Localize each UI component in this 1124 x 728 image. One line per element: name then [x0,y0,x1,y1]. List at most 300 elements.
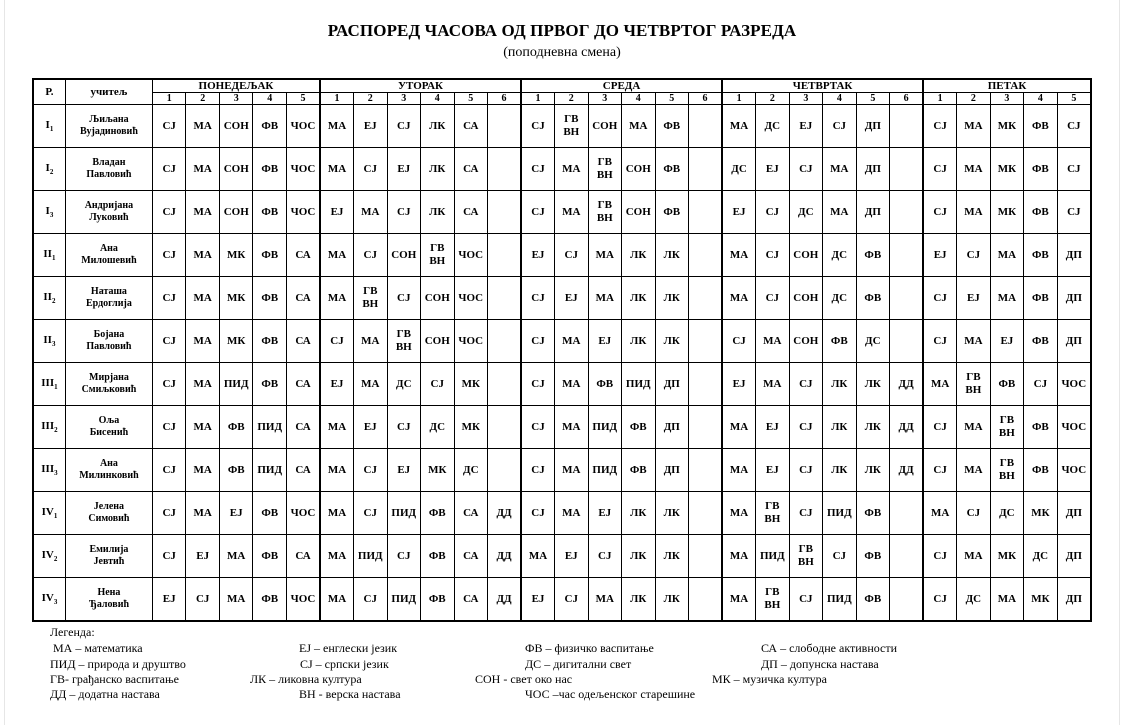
legend-item: ГВ- грађанско васпитање [50,672,179,686]
class-section: 3 [54,469,58,478]
lesson-cell [890,191,924,234]
lesson-cell: ПИД [253,406,287,449]
period-number: 2 [555,93,589,105]
class-cell [33,320,65,363]
lesson-cell: СОН [219,148,253,191]
lesson-cell [890,234,924,277]
lesson-cell: ЧОС [286,578,320,622]
lesson-cell: МА [320,148,354,191]
teacher-last-name: Јевтић [93,556,125,567]
day-header: ЧЕТВРТАК [722,79,923,93]
lesson-cell: ФВ [253,277,287,320]
lesson-cell: ДП [1057,320,1091,363]
lesson-cell: МА [756,320,790,363]
lesson-cell: МА [320,234,354,277]
table-row [33,406,1091,449]
period-number: 5 [454,93,488,105]
table-row [33,449,1091,492]
period-number: 2 [186,93,220,105]
lesson-cell: СЈ [722,320,756,363]
lesson-cell: ГВ ВН [354,277,388,320]
lesson-cell: ПИД [823,492,857,535]
period-number: 5 [286,93,320,105]
legend-item: ЕЈ – енглески језик [299,641,398,655]
lesson-cell: СЈ [152,277,186,320]
lesson-cell: СА [454,578,488,622]
teacher-first-name: Оља [98,415,120,426]
class-roman: II [43,247,52,260]
period-number: 6 [488,93,522,105]
lesson-cell [689,449,723,492]
lesson-cell [488,449,522,492]
class-roman: IV [41,548,54,561]
class-cell [33,363,65,406]
teacher-last-name: Симовић [88,513,130,524]
lesson-cell: ЕЈ [354,105,388,148]
lesson-cell: СЈ [756,277,790,320]
lesson-cell: ЕЈ [756,406,790,449]
lesson-cell: ЕЈ [219,492,253,535]
lesson-cell: СЈ [1024,363,1058,406]
teacher-cell [65,406,152,449]
lesson-cell: ЛК [655,277,689,320]
class-cell [33,406,65,449]
class-cell [33,234,65,277]
lesson-cell: ЛК [823,449,857,492]
lesson-cell [689,363,723,406]
lesson-cell: СЈ [152,148,186,191]
legend-item: ДС – дигитални свет [525,657,632,671]
lesson-cell: СОН [622,148,656,191]
lesson-cell: ЛК [622,492,656,535]
lesson-cell: ДС [421,406,455,449]
teacher-cell [65,148,152,191]
lesson-cell: ДС [823,234,857,277]
lesson-cell: СЈ [923,535,957,578]
period-number: 4 [622,93,656,105]
period-number: 4 [823,93,857,105]
class-column-header: Р. [33,79,65,105]
lesson-cell: ЧОС [1057,406,1091,449]
lesson-cell: ЛК [655,320,689,363]
lesson-cell: МА [990,578,1024,622]
lesson-cell: МА [320,535,354,578]
lesson-cell: МА [555,363,589,406]
lesson-cell: ЧОС [286,148,320,191]
lesson-cell: СОН [789,320,823,363]
lesson-cell: ДС [823,277,857,320]
period-number: 1 [923,93,957,105]
lesson-cell: МА [320,449,354,492]
lesson-cell: СА [286,449,320,492]
legend-item: ДП – допунска настава [761,657,879,671]
lesson-cell: ЛК [655,492,689,535]
lesson-cell [488,406,522,449]
lesson-cell: МА [957,449,991,492]
lesson-cell: ФВ [655,191,689,234]
lesson-cell: ГВ ВН [756,492,790,535]
lesson-cell: ЛК [622,234,656,277]
lesson-cell: ЕЈ [555,277,589,320]
lesson-cell: МК [454,406,488,449]
lesson-cell: ЛК [655,234,689,277]
class-section: 3 [51,340,56,349]
lesson-cell: МА [186,449,220,492]
lesson-cell: МА [186,105,220,148]
lesson-cell: СЈ [354,492,388,535]
lesson-cell: ДД [488,535,522,578]
lesson-cell: СЈ [789,363,823,406]
legend-title: Легенда: [50,625,95,639]
teacher-last-name: Смиљковић [81,384,137,395]
lesson-cell [488,234,522,277]
lesson-cell [689,492,723,535]
lesson-cell: СЈ [923,320,957,363]
lesson-cell: СЈ [923,191,957,234]
lesson-cell: ЛК [856,406,890,449]
lesson-cell: ЕЈ [521,578,555,622]
lesson-cell: СА [454,105,488,148]
legend-item: МК – музичка култура [712,672,827,686]
lesson-cell: ФВ [856,535,890,578]
class-roman: II [43,333,52,346]
lesson-cell: СА [454,191,488,234]
lesson-cell: ЧОС [286,191,320,234]
lesson-cell: СЈ [152,320,186,363]
lesson-cell: СЈ [152,191,186,234]
lesson-cell: ПИД [756,535,790,578]
lesson-cell: ЕЈ [789,105,823,148]
class-section: 2 [53,555,58,564]
lesson-cell: МК [990,105,1024,148]
lesson-cell: ФВ [990,363,1024,406]
class-cell [33,105,65,148]
lesson-cell: МА [957,535,991,578]
lesson-cell [689,578,723,622]
lesson-cell: МА [320,277,354,320]
teacher-first-name: Емилија [89,544,129,555]
class-cell [33,148,65,191]
lesson-cell: ЛК [622,277,656,320]
period-number: 3 [990,93,1024,105]
lesson-cell: МА [320,406,354,449]
lesson-cell: ДП [1057,492,1091,535]
lesson-cell [488,148,522,191]
lesson-cell: ДД [488,492,522,535]
lesson-cell: МА [722,277,756,320]
lesson-cell: МА [923,363,957,406]
class-section: 1 [53,512,58,521]
lesson-cell [890,277,924,320]
lesson-cell [689,277,723,320]
period-number: 5 [655,93,689,105]
legend-item: ДД – додатна настава [50,687,160,701]
teacher-last-name: Павловић [86,169,132,180]
day-header: УТОРАК [320,79,521,93]
lesson-cell: ФВ [1024,406,1058,449]
lesson-cell: СЈ [957,492,991,535]
lesson-cell: СЈ [923,578,957,622]
lesson-cell: ФВ [253,320,287,363]
lesson-cell: ЛК [421,148,455,191]
lesson-cell: МА [354,191,388,234]
lesson-cell: СЈ [152,449,186,492]
lesson-cell: МК [219,234,253,277]
class-cell [33,449,65,492]
lesson-cell: ЛК [655,535,689,578]
lesson-cell: ЕЈ [152,578,186,622]
lesson-cell: СЈ [555,578,589,622]
lesson-cell: СОН [421,277,455,320]
lesson-cell: СЈ [756,191,790,234]
class-roman: IV [41,591,54,604]
table-row [33,535,1091,578]
lesson-cell [488,363,522,406]
class-section: 2 [49,168,54,177]
legend-item: СА – слободне активности [761,641,898,655]
class-roman: I [45,161,50,174]
lesson-cell: СЈ [789,148,823,191]
teacher-cell [65,578,152,622]
lesson-cell: СЈ [186,578,220,622]
lesson-cell: ДП [856,105,890,148]
legend-item: СОН - свет око нас [475,672,573,686]
lesson-cell: ДП [655,363,689,406]
lesson-cell: ПИД [588,406,622,449]
class-section: 3 [49,211,54,220]
lesson-cell: МА [823,191,857,234]
lesson-cell: МА [722,492,756,535]
lesson-cell: СЈ [823,105,857,148]
lesson-cell: СА [286,234,320,277]
lesson-cell: ФВ [1024,191,1058,234]
lesson-cell: МА [186,148,220,191]
lesson-cell: МА [722,449,756,492]
teacher-first-name: Бојана [93,329,125,340]
lesson-cell: ДС [856,320,890,363]
lesson-cell: ЛК [622,578,656,622]
teacher-first-name: Наташа [90,286,127,297]
lesson-cell: ЧОС [1057,363,1091,406]
teacher-last-name: Милинковић [79,470,139,481]
teacher-last-name: Вујадиновић [79,126,138,137]
lesson-cell: СЈ [387,277,421,320]
lesson-cell [689,234,723,277]
lesson-cell: МА [186,406,220,449]
lesson-cell: СЈ [354,578,388,622]
lesson-cell: МА [186,492,220,535]
lesson-cell: ЕЈ [722,363,756,406]
lesson-cell: ЕЈ [186,535,220,578]
period-number: 2 [957,93,991,105]
teacher-first-name: Владан [92,157,126,168]
class-roman: III [41,462,55,475]
lesson-cell: МА [622,105,656,148]
lesson-cell: ЕЈ [990,320,1024,363]
lesson-cell: ДД [488,578,522,622]
lesson-cell: ФВ [421,535,455,578]
class-roman: II [43,290,52,303]
lesson-cell: ЕЈ [722,191,756,234]
legend [0,625,1124,725]
lesson-cell: СЈ [1057,105,1091,148]
lesson-cell: ДП [1057,234,1091,277]
teacher-first-name: Нена [97,587,121,598]
lesson-cell: ГВ ВН [990,406,1024,449]
lesson-cell: ЕЈ [756,449,790,492]
lesson-cell: МК [990,148,1024,191]
lesson-cell: МА [186,320,220,363]
lesson-cell: МА [186,277,220,320]
period-number: 4 [421,93,455,105]
lesson-cell: СЈ [789,449,823,492]
table-row [33,492,1091,535]
teacher-last-name: Бисенић [89,427,129,438]
legend-item: ВН - верска настава [299,687,401,701]
table-row [33,578,1091,622]
lesson-cell: СЈ [1057,191,1091,234]
lesson-cell: ФВ [253,578,287,622]
lesson-cell: СОН [387,234,421,277]
lesson-cell: МА [320,578,354,622]
lesson-cell: МК [1024,492,1058,535]
lesson-cell: ДС [756,105,790,148]
lesson-cell: ЕЈ [588,320,622,363]
lesson-cell: ЕЈ [923,234,957,277]
lesson-cell: МА [186,363,220,406]
class-section: 2 [51,297,56,306]
lesson-cell: ЛК [655,578,689,622]
lesson-cell: СОН [789,277,823,320]
lesson-cell: ЕЈ [756,148,790,191]
lesson-cell [689,148,723,191]
lesson-cell: СЈ [152,406,186,449]
lesson-cell: СЈ [521,363,555,406]
lesson-cell: СЈ [521,148,555,191]
lesson-cell: ЕЈ [555,535,589,578]
period-number: 6 [890,93,924,105]
lesson-cell: ФВ [253,148,287,191]
lesson-cell: ГВ ВН [387,320,421,363]
period-number: 2 [354,93,388,105]
lesson-cell: ЧОС [454,320,488,363]
lesson-cell [488,105,522,148]
lesson-cell: МА [555,406,589,449]
lesson-cell: ГВ ВН [588,191,622,234]
header-row-days [33,79,1091,93]
lesson-cell: ЧОС [1057,449,1091,492]
teacher-cell [65,234,152,277]
lesson-cell: МА [722,578,756,622]
lesson-cell: МА [555,191,589,234]
lesson-cell: ГВ ВН [789,535,823,578]
period-number: 5 [856,93,890,105]
class-cell [33,191,65,234]
lesson-cell: ФВ [856,492,890,535]
lesson-cell: ФВ [253,234,287,277]
lesson-cell: МА [588,234,622,277]
lesson-cell: СЈ [521,320,555,363]
lesson-cell: МА [219,535,253,578]
lesson-cell: ФВ [421,492,455,535]
teacher-first-name: Ана [99,458,118,469]
day-header: ПОНЕДЕЉАК [152,79,320,93]
lesson-cell: ДД [890,449,924,492]
lesson-cell: ДП [856,191,890,234]
lesson-cell: ФВ [622,449,656,492]
lesson-cell [488,320,522,363]
lesson-cell: ЧОС [286,492,320,535]
teacher-cell [65,449,152,492]
period-number: 3 [219,93,253,105]
lesson-cell: МА [722,105,756,148]
period-number: 2 [756,93,790,105]
teacher-cell [65,191,152,234]
lesson-cell: ФВ [219,406,253,449]
lesson-cell: ФВ [1024,234,1058,277]
lesson-cell: СЈ [957,234,991,277]
lesson-cell: МК [421,449,455,492]
class-roman: III [41,376,55,389]
lesson-cell: ФВ [219,449,253,492]
lesson-cell: МК [219,277,253,320]
lesson-cell: ДД [890,406,924,449]
lesson-cell: ЛК [856,449,890,492]
lesson-cell: СЈ [521,449,555,492]
lesson-cell: СЈ [923,449,957,492]
lesson-cell: ЕЈ [387,148,421,191]
lesson-cell [689,406,723,449]
day-header: СРЕДА [521,79,722,93]
lesson-cell: СЈ [387,535,421,578]
period-number: 4 [253,93,287,105]
lesson-cell: ФВ [253,535,287,578]
lesson-cell: МА [555,492,589,535]
lesson-cell: ГВ ВН [990,449,1024,492]
lesson-cell: МА [320,492,354,535]
lesson-cell: СОН [219,191,253,234]
lesson-cell: МК [454,363,488,406]
lesson-cell: ФВ [856,277,890,320]
lesson-cell: ДД [890,363,924,406]
lesson-cell: МА [722,406,756,449]
lesson-cell: ФВ [1024,449,1058,492]
lesson-cell: ГВ ВН [555,105,589,148]
class-cell [33,277,65,320]
lesson-cell: ФВ [655,148,689,191]
class-cell [33,578,65,622]
class-cell [33,492,65,535]
lesson-cell: СОН [421,320,455,363]
lesson-cell: ДП [655,449,689,492]
lesson-cell: ФВ [655,105,689,148]
lesson-cell: ПИД [622,363,656,406]
lesson-cell: СОН [588,105,622,148]
lesson-cell: ПИД [253,449,287,492]
lesson-cell: ЕЈ [387,449,421,492]
lesson-cell: МА [957,406,991,449]
lesson-cell: СОН [622,191,656,234]
lesson-cell: МА [957,105,991,148]
class-roman: I [45,204,50,217]
lesson-cell: ФВ [622,406,656,449]
lesson-cell [488,277,522,320]
period-number: 3 [588,93,622,105]
lesson-cell: СЈ [152,363,186,406]
lesson-cell: ЛК [823,406,857,449]
lesson-cell: ДС [957,578,991,622]
lesson-cell: СА [286,320,320,363]
